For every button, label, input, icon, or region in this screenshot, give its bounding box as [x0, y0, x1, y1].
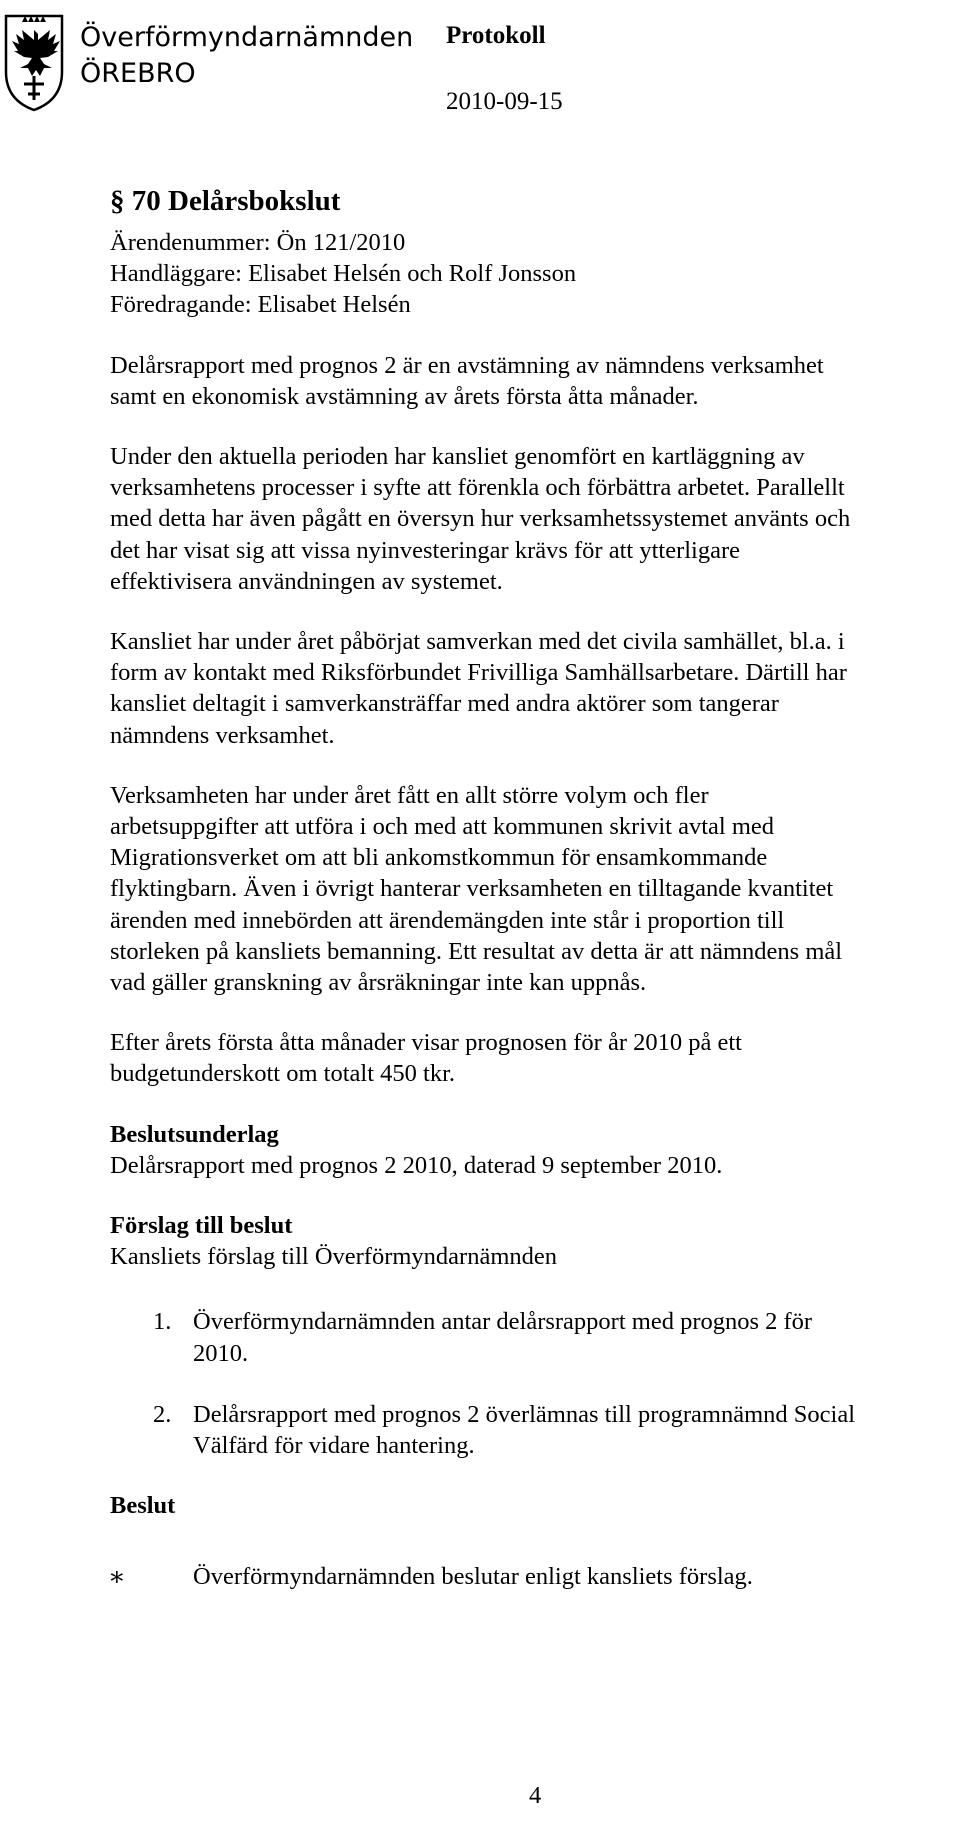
organization-name-line1: Överförmyndarnämnden	[80, 22, 414, 53]
case-number: Ärendenummer: Ön 121/2010	[110, 229, 406, 256]
decision-text: Överförmyndarnämnden beslutar enligt kansliets förslag.	[193, 1562, 753, 1590]
list-item-line: Delårsrapport med prognos 2 överlämnas till programnämnd Social	[193, 1400, 856, 1428]
document-body	[110, 183, 960, 1592]
paragraph-line: Kansliet har under året påbörjat samverkan med det civila samhället, bl.a. i	[110, 628, 845, 656]
eagle-coat-of-arms-icon	[2, 10, 66, 114]
paragraph-line: det har visat sig att vissa nyinvesteringar krävs för att ytterligare	[110, 536, 741, 564]
decision-section	[110, 1490, 960, 1521]
paragraph	[110, 1027, 960, 1089]
organization-name	[80, 20, 413, 92]
paragraph	[110, 626, 960, 751]
document-date: 2010-09-15	[446, 88, 563, 115]
list-item-number: 2.	[153, 1400, 172, 1428]
paragraph	[110, 441, 960, 597]
list-item-number: 1.	[153, 1308, 172, 1336]
document-type: Protokoll	[446, 22, 546, 49]
paragraph-line: ärenden med innebörden att ärendemängden inte står i proportion till	[110, 906, 785, 934]
decision-basis-section	[110, 1119, 960, 1181]
paragraph-line: verksamhetens processer i syfte att förenkla och förbättra arbetet. Parallellt	[110, 474, 845, 502]
paragraph-line: arbetsuppgifter att utföra i och med att kommunen skrivit avtal med	[110, 813, 775, 841]
decision-basis-heading: Beslutsunderlag	[110, 1120, 279, 1148]
proposal-list	[110, 1306, 960, 1461]
paragraph-line: nämndens verksamhet.	[110, 721, 335, 749]
list-item	[110, 1306, 960, 1368]
decision-row	[110, 1561, 960, 1592]
page-number: 4	[529, 1782, 542, 1809]
organization-city: ÖREBRO	[80, 58, 196, 89]
paragraph	[110, 350, 960, 412]
list-item-line: Välfärd för vidare hantering.	[193, 1432, 475, 1460]
paragraph-line: form av kontakt med Riksförbundet Frivilliga Samhällsarbetare. Därtill har	[110, 659, 847, 687]
paragraph-line: effektivisera användningen av systemet.	[110, 567, 503, 595]
section-title: § 70 Delårsbokslut	[110, 185, 341, 217]
decision-basis-text: Delårsrapport med prognos 2 2010, daterad 9 september 2010.	[110, 1151, 723, 1179]
list-item-line: 2010.	[193, 1339, 249, 1367]
page-header	[0, 0, 960, 120]
proposal-intro: Kansliets förslag till Överförmyndarnämnden	[110, 1243, 558, 1271]
case-handlers: Handläggare: Elisabet Helsén och Rolf Jonsson	[110, 260, 577, 288]
paragraph-line: Delårsrapport med prognos 2 är en avstämning av nämndens verksamhet	[110, 351, 824, 379]
paragraph-line: storleken på kansliets bemanning. Ett resultat av detta är att nämndens mål	[110, 937, 843, 965]
paragraph-line: Under den aktuella perioden har kansliet genomfört en kartläggning av	[110, 443, 805, 471]
list-item-line: Överförmyndarnämnden antar delårsrapport med prognos 2 för	[193, 1308, 813, 1336]
paragraph-line: vad gäller granskning av årsräkningar inte kan uppnås.	[110, 969, 647, 997]
case-presenter: Föredragande: Elisabet Helsén	[110, 291, 411, 319]
asterisk-bullet-icon: ∗	[108, 1561, 126, 1591]
decision-heading: Beslut	[110, 1492, 176, 1520]
paragraph-line: Verksamheten har under året fått en allt större volym och fler	[110, 781, 709, 809]
proposal-section	[110, 1210, 960, 1272]
paragraph-line: Efter årets första åtta månader visar prognosen för år 2010 på ett	[110, 1029, 742, 1057]
list-item	[110, 1399, 960, 1461]
paragraph-line: Migrationsverket om att bli ankomstkommun för ensamkommande	[110, 844, 768, 872]
paragraph-line: kansliet deltagit i samverkansträffar med andra aktörer som tangerar	[110, 690, 779, 718]
paragraph-line: samt en ekonomisk avstämning av årets första åtta månader.	[110, 382, 699, 410]
paragraph-line: med detta har även pågått en översyn hur verksamhetssystemet använts och	[110, 505, 851, 533]
case-metadata	[110, 227, 960, 321]
proposal-heading: Förslag till beslut	[110, 1212, 293, 1240]
paragraph-line: flyktingbarn. Även i övrigt hanterar verksamheten en tilltagande kvantitet	[110, 875, 834, 903]
paragraph	[110, 780, 960, 998]
paragraph-line: budgetunderskott om totalt 450 tkr.	[110, 1060, 456, 1088]
